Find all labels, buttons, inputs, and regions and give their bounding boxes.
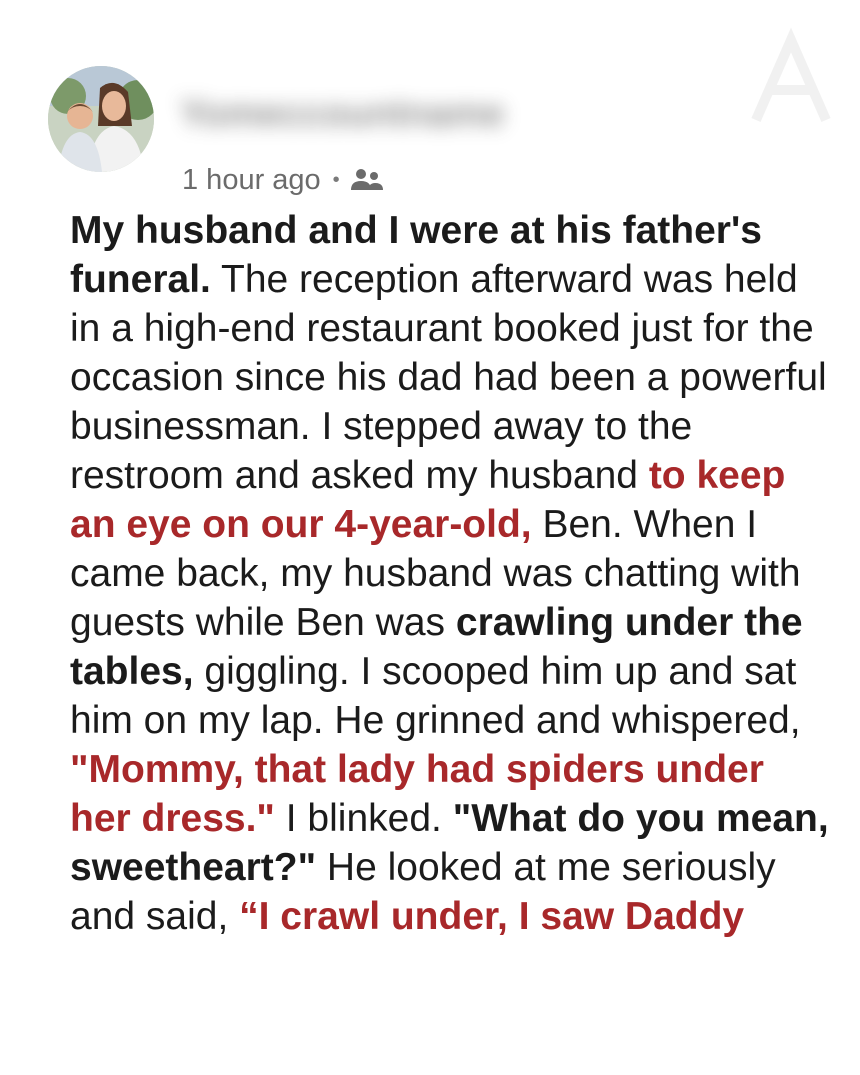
- group-icon[interactable]: [350, 166, 384, 194]
- body-text: giggling. I scooped him up and sat him on my lap. He grinned and whispered,: [70, 650, 801, 742]
- watermark-logo: [736, 20, 846, 140]
- body-text: The reception afterward was held in a high-end restaurant booked just for the occasion since his dad had been a powerful businessman. I stepped away to the restroom and asked my husband: [70, 258, 827, 497]
- body-text: Ben. When I came back, my husband was chatting with guests while Ben was: [70, 503, 801, 644]
- avatar-photo: [48, 66, 154, 172]
- username[interactable]: Yomeccountname: [180, 93, 505, 135]
- bold-text: My husband and I were at his father's funeral.: [70, 209, 762, 301]
- highlight-text: “I crawl under, I saw Daddy: [239, 895, 745, 938]
- timestamp[interactable]: 1 hour ago: [182, 163, 321, 196]
- post-meta: [182, 160, 384, 200]
- body-text: I blinked.: [274, 797, 453, 840]
- bold-text: "What do you mean, sweetheart?": [70, 797, 829, 889]
- avatar[interactable]: [48, 66, 154, 172]
- separator-dot: •: [332, 168, 340, 191]
- post-body: [70, 206, 830, 941]
- highlight-text: to keep an eye on our 4-year-old,: [70, 454, 786, 546]
- highlight-text: "Mommy, that lady had spiders under her dress.": [70, 748, 764, 840]
- body-text: He looked at me seriously and said,: [70, 846, 776, 938]
- bold-text: crawling under the tables,: [70, 601, 803, 693]
